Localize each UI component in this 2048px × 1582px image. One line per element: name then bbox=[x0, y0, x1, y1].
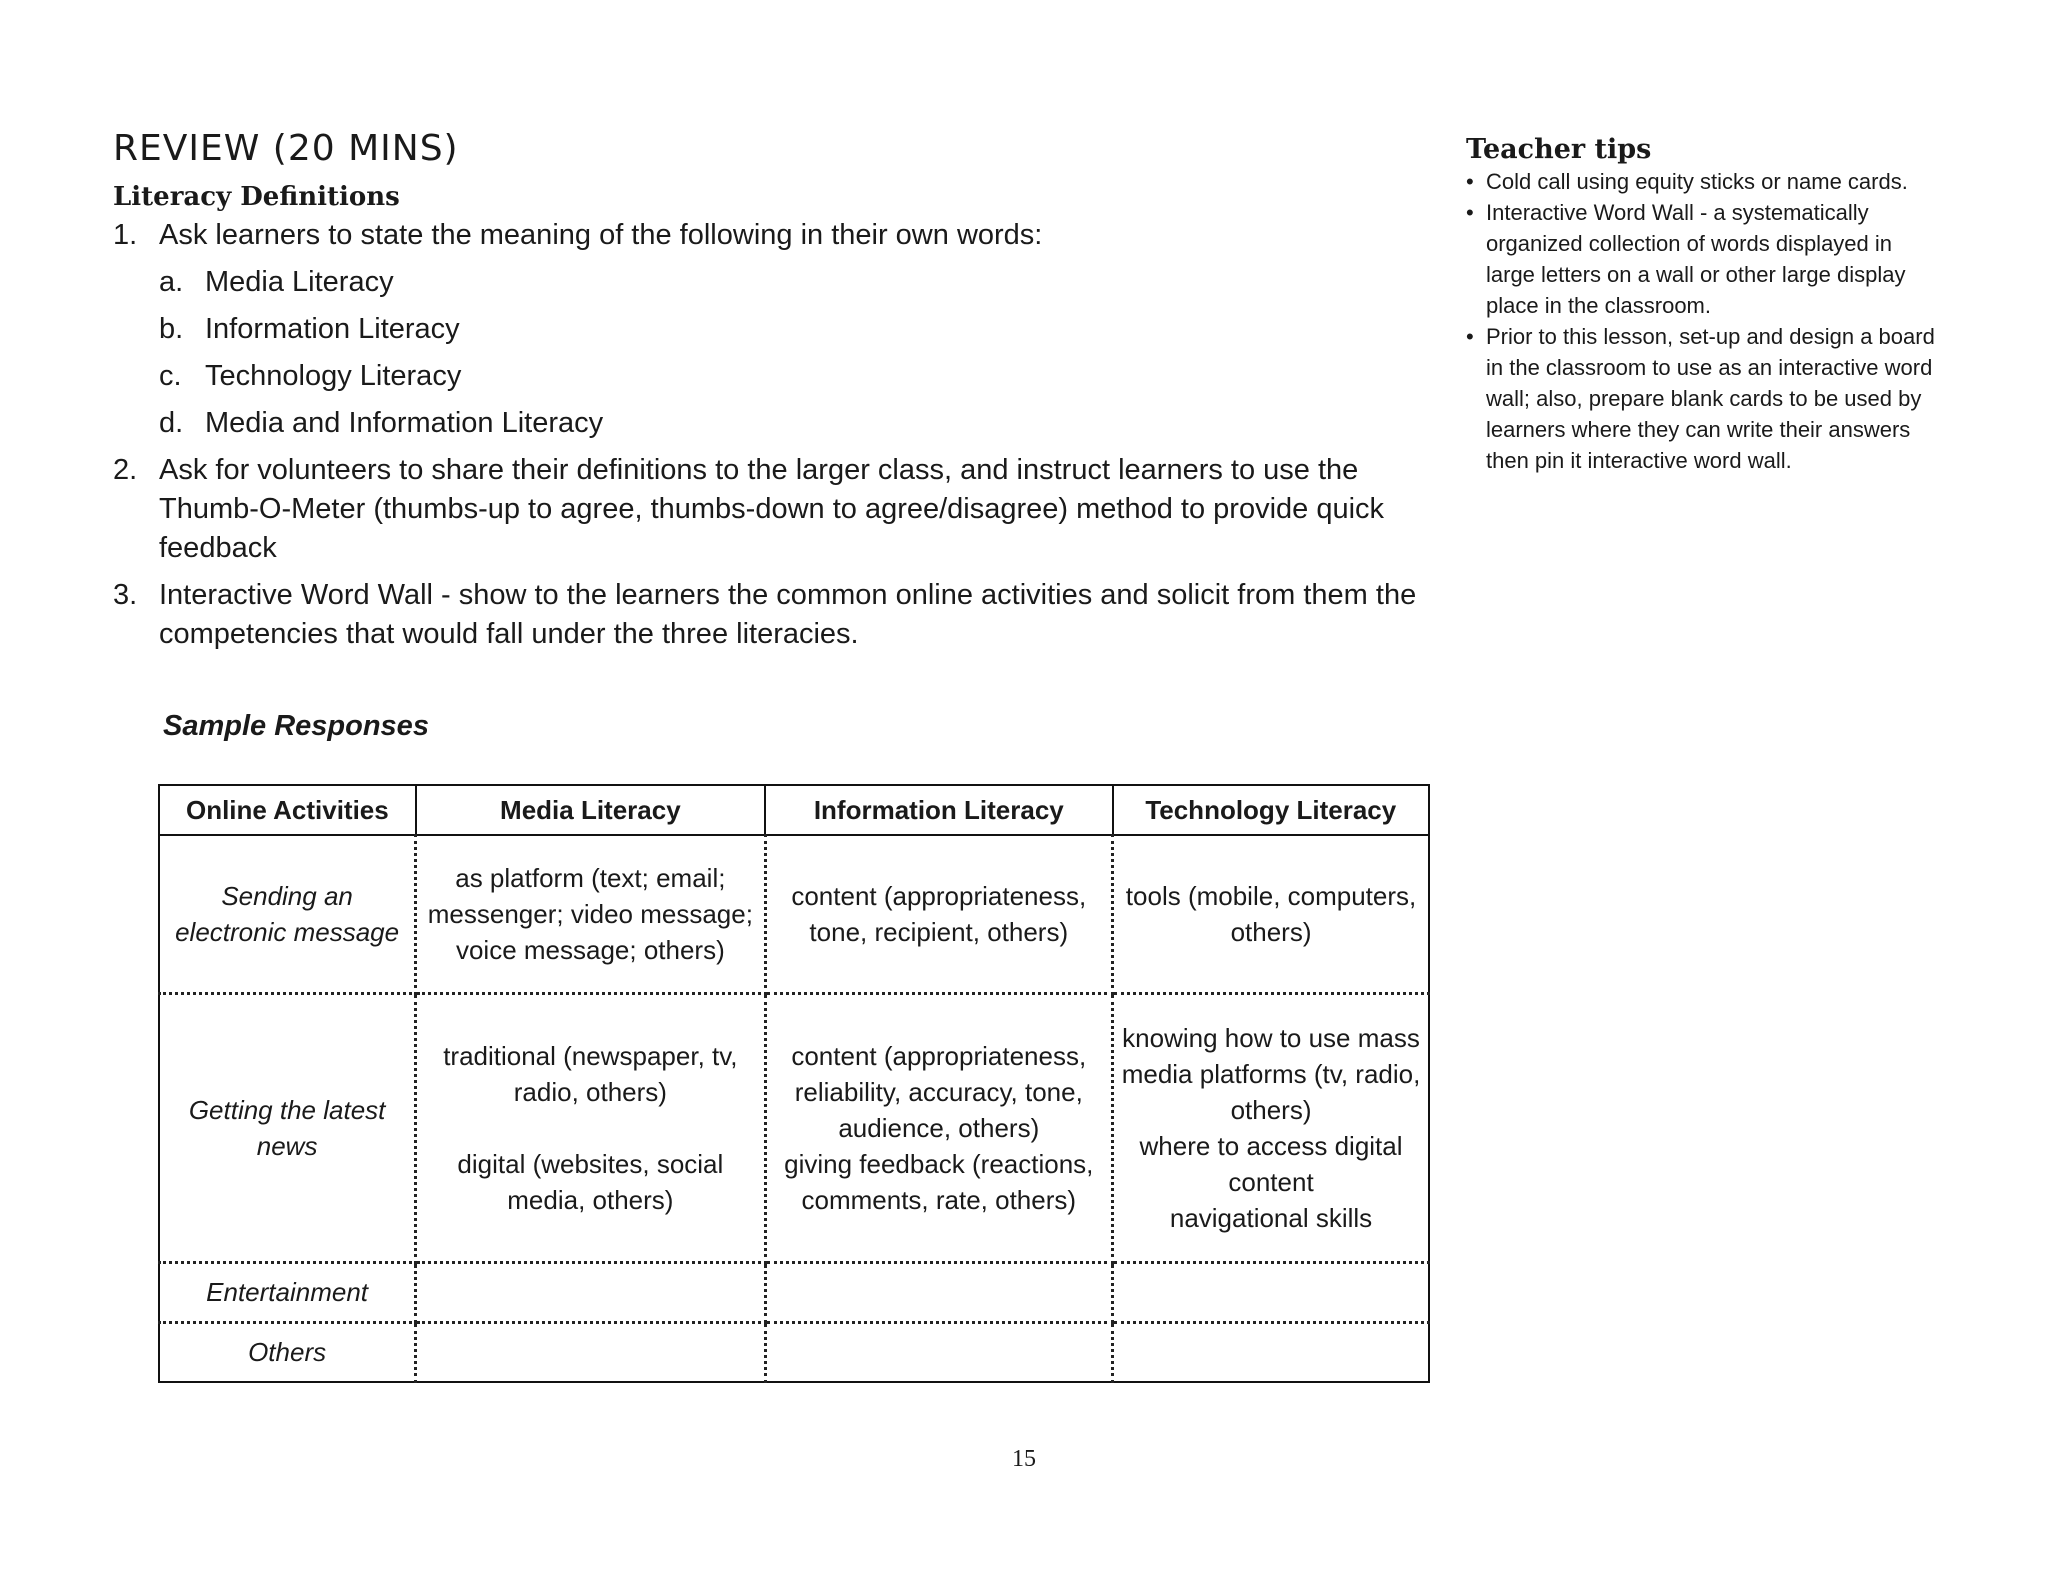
sample-responses-heading: Sample Responses bbox=[163, 710, 429, 742]
table-row bbox=[159, 835, 1429, 993]
sub-item-text: Technology Literacy bbox=[205, 360, 462, 392]
step-text: Ask for volunteers to share their definitions to the larger class, and instruct learners to use the Thumb-O-Meter (thumbs-up to agree, thumbs-down to agree/disagree) method to provide quick feedback bbox=[159, 454, 1385, 564]
table-row bbox=[159, 993, 1429, 1262]
media-literacy-cell bbox=[416, 1322, 765, 1382]
teacher-tips-list bbox=[1466, 166, 1946, 476]
step-text: Interactive Word Wall - show to the learners the common online activities and solicit from them the competencies that would fall under the three literacies. bbox=[159, 579, 1417, 650]
section-title: REVIEW (20 MINS) bbox=[113, 128, 459, 169]
header-information-literacy: Information Literacy bbox=[765, 785, 1113, 835]
cell-line: content (appropriateness, reliability, accuracy, tone, audience, others) bbox=[791, 1040, 1087, 1143]
cell-line: navigational skills bbox=[1169, 1202, 1373, 1233]
technology-literacy-cell bbox=[1113, 1262, 1429, 1322]
information-literacy-cell bbox=[765, 835, 1113, 993]
activity-cell: Getting the latest news bbox=[159, 993, 416, 1262]
step-number: 1. bbox=[113, 219, 138, 251]
technology-literacy-cell bbox=[1113, 1322, 1429, 1382]
steps-list bbox=[113, 216, 1433, 654]
step-1 bbox=[113, 216, 1433, 255]
header-technology-literacy: Technology Literacy bbox=[1113, 785, 1429, 835]
sub-item-c bbox=[159, 357, 1433, 396]
page-number: 15 bbox=[1012, 1446, 1036, 1472]
teacher-tip-item: • Prior to this lesson, set-up and design a board in the classroom to use as an interactive word wall; also, prepare blank cards to be used by learners where they can write their answers then pin it interactive word wall. bbox=[1466, 321, 1946, 476]
sub-item-text: Media Literacy bbox=[205, 266, 394, 298]
sub-item-a bbox=[159, 263, 1433, 302]
step-number: 3. bbox=[113, 579, 138, 611]
header-media-literacy: Media Literacy bbox=[416, 785, 765, 835]
literacy-definitions-heading: Literacy Definitions bbox=[113, 182, 400, 212]
information-literacy-cell bbox=[765, 993, 1113, 1262]
information-literacy-cell bbox=[765, 1322, 1113, 1382]
sub-item-letter: d. bbox=[159, 407, 184, 439]
main-content bbox=[113, 120, 1433, 662]
sub-item-b bbox=[159, 310, 1433, 349]
cell-line: digital (websites, social media, others) bbox=[457, 1148, 724, 1215]
activity-cell: Entertainment bbox=[159, 1262, 416, 1322]
teacher-tips-title: Teacher tips bbox=[1466, 134, 1652, 165]
cell-line: content (appropriateness, tone, recipient, others) bbox=[791, 880, 1087, 947]
cell-line: tools (mobile, computers, others) bbox=[1125, 880, 1417, 947]
media-literacy-cell bbox=[416, 993, 765, 1262]
sub-item-letter: b. bbox=[159, 313, 184, 345]
cell-line: traditional (newspaper, tv, radio, others) bbox=[443, 1040, 738, 1107]
sub-item-text: Media and Information Literacy bbox=[205, 407, 604, 439]
table-row bbox=[159, 1322, 1429, 1382]
teacher-tips-panel bbox=[1466, 134, 1946, 476]
step-3 bbox=[113, 576, 1433, 654]
media-literacy-cell bbox=[416, 1262, 765, 1322]
cell-spacer bbox=[423, 1110, 757, 1146]
cell-line: giving feedback (reactions, comments, rate, others) bbox=[784, 1148, 1094, 1215]
teacher-tip-item: • Cold call using equity sticks or name cards. bbox=[1466, 166, 1946, 197]
information-literacy-cell bbox=[765, 1262, 1113, 1322]
sub-item-letter: c. bbox=[159, 360, 182, 392]
table-header-row bbox=[159, 785, 1429, 835]
sub-item-letter: a. bbox=[159, 266, 184, 298]
sub-item-text: Information Literacy bbox=[205, 313, 460, 345]
technology-literacy-cell bbox=[1113, 835, 1429, 993]
step-text: Ask learners to state the meaning of the following in their own words: bbox=[159, 219, 1043, 251]
sub-item-d bbox=[159, 404, 1433, 443]
cell-line: knowing how to use mass media platforms (tv, radio, others) bbox=[1121, 1022, 1421, 1125]
cell-line: where to access digital content bbox=[1139, 1130, 1403, 1197]
header-online-activities: Online Activities bbox=[159, 785, 416, 835]
sample-responses-table bbox=[158, 784, 1430, 1383]
step-2 bbox=[113, 451, 1433, 568]
activity-cell: Others bbox=[159, 1322, 416, 1382]
cell-line: as platform (text; email; messenger; video message; voice message; others) bbox=[427, 862, 753, 965]
technology-literacy-cell bbox=[1113, 993, 1429, 1262]
activity-cell: Sending an electronic message bbox=[159, 835, 416, 993]
media-literacy-cell bbox=[416, 835, 765, 993]
teacher-tip-item: • Interactive Word Wall - a systematically organized collection of words displayed in large letters on a wall or other large display place in the classroom. bbox=[1466, 197, 1946, 321]
step-number: 2. bbox=[113, 454, 138, 486]
literacy-sub-list bbox=[113, 263, 1433, 443]
table-row bbox=[159, 1262, 1429, 1322]
